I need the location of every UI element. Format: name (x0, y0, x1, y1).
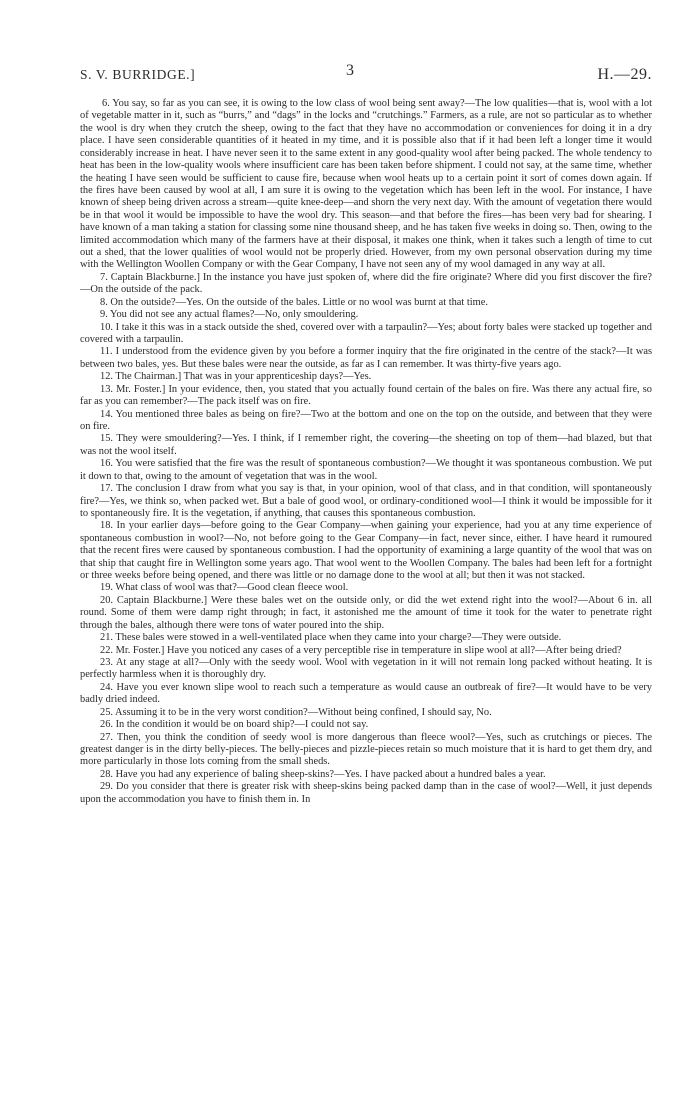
paragraph: 16. You were satisfied that the fire was the result of spontaneous combustion?—We thought it was spontaneous combustion. We put it down to that, owing to the amount of vegetation that was in the wool. (80, 458, 652, 482)
paragraph: 14. You mentioned three bales as being on fire?—Two at the bottom and one on the top on the outside, and between that they were on fire. (80, 408, 652, 432)
paragraph: 26. In the condition it would be on board ship?—I could not say. (100, 719, 369, 731)
paragraph: 21. These bales were stowed in a well-ventilated place when they came into your charge?—They were outside. (100, 632, 562, 644)
paragraph: 7. Captain Blackburne.] In the instance you have just spoken of, where did the fire originate? Where did you first discover the fire?—On the outside of the pack. (80, 271, 652, 296)
paragraph: 19. What class of wool was that?—Good clean fleece wool. (100, 582, 349, 594)
paragraph: 13. Mr. Foster.] In your evidence, then, you stated that you actually found certain of the bales on fire. Was there any actual fire, so far as you can remember?—The pack itself was on fire. (80, 383, 652, 408)
witness-name: S. V. BURRIDGE.] (80, 67, 196, 82)
paragraph: 25. Assuming it to be in the very worst condition?—Without being confined, I should say, No. (100, 706, 492, 718)
paragraph: 24. Have you ever known slipe wool to reach such a temperature as would cause an outbreak of fire?—It would have to be very badly dried indeed. (80, 681, 652, 706)
paragraph: 20. Captain Blackburne.] Were these bales wet on the outside only, or did the wet extend right into the wool?—About 6 in. all round. Some of them were damp right through; in fact, it astonished me the amount of time it took for the water to penetrate right through the bales, although there were tons of water poured into the ship. (80, 594, 652, 631)
paper-reference: H.—29. (597, 66, 652, 83)
paragraph: 27. Then, you think the condition of seedy wool is more dangerous than fleece wool?—Yes, such as crutchings or pieces. The greatest danger is in the dirty belly-pieces. The belly-pieces and pizzle-pieces retain so much moisture that it is hard to get them dry, and more particularly in those lots coming from the small sheds. (80, 731, 652, 768)
document-body (80, 98, 652, 806)
paragraph: 28. Have you had any experience of baling sheep-skins?—Yes. I have packed about a hundred bales a year. (100, 768, 546, 780)
paragraph: 10. I take it this was in a stack outside the shed, covered over with a tarpaulin?—Yes; about forty bales were stacked up together and covered with a tarpaulin. (80, 321, 652, 346)
paragraph: 6. You say, so far as you can see, it is owing to the low class of wool being sent away?—The low qualities—that is, wool with a lot of vegetable matter in it, such as “burrs,” and “dags” in the locks and “crutchings.” Farmers, as a rule, are not so particular as to whether the wool is dry when they crutch the sheep, owing to the fact that they have no accommodation or conveniences for doing it in a dry place. I have seen considerable quantities of it heated in my time, and it is possible also that if it had been left a longer time it would considerably increase in heat. I have never seen it to the same extent in any good-quality wool after being packed. The whole tendency to heat has been in the low-quality wools where insufficient care has been taken before shipment. I could not say, at the same time, whether the heating I have seen would be sufficient to cause fire, because when wool heats up to a certain point it sort of comes down again. If the fires have been caused by wool at all, I am sure it is owing to the vegetation which has been left in the wool. For instance, I have known of sheep being driven across a stream—quite knee-deep—and shorn the very next day. With the amount of vegetation there would be in that wool it would be impossible to have the wool dry. This season—and that before the fires—has been very bad for shearing. I have known of a man taking a station for classing some nine thousand sheep, and he has taken five weeks in doing so. Then, owing to the limited accommodation which many of the farmers have at their disposal, it makes one think, when it takes such a length of time to cut out a shed, that the lower qualities of wool would not be properly dried. However, from my own personal observation during my time with the Wellington Woollen Company or with the Gear Company, I have not seen any of my wool damaged in any way at all. (80, 98, 652, 271)
paragraph: 8. On the outside?—Yes. On the outside of the bales. Little or no wool was burnt at that time. (100, 296, 488, 308)
paragraph: 22. Mr. Foster.] Have you noticed any cases of a very perceptible rise in temperature in slipe wool at all?—After being dried? (100, 644, 622, 656)
paragraph: 12. The Chairman.] That was in your apprenticeship days?—Yes. (100, 371, 372, 383)
paragraph: 15. They were smouldering?—Yes. I think, if I remember right, the covering—the sheeting on top of them—had blazed, but that was not the wool itself. (80, 433, 652, 457)
paragraph: 29. Do you consider that there is greater risk with sheep-skins being packed damp than in the case of wool?—Well, it just depends upon the accommodation you have to finish them in. In (80, 781, 652, 805)
paragraph: 9. You did not see any actual flames?—No, only smouldering. (100, 309, 359, 321)
paragraph: 17. The conclusion I draw from what you say is that, in your opinion, wool of that class, and in that condition, will spontaneously fire?—Yes, we think so, when packed wet. But a bale of good wool, or ordinary-conditioned wool—I think it would be impossible for it to spontaneously fire. It is the vegetation, if anything, that causes this spontaneous combustion. (80, 483, 652, 519)
paragraph: 11. I understood from the evidence given by you before a former inquiry that the fire originated in the centre of the stack?—It was between two bales, yes. But these bales were near the outside, as far as I can remember. It was thirty-five years ago. (80, 346, 652, 370)
page-number: 3 (346, 62, 354, 79)
paragraph: 18. In your earlier days—before going to the Gear Company—when gaining your experience, had you at any time experience of spontaneous combustion in wool?—No, not before going to the Gear Company—in fact, never since, either. I have heard it rumoured that the recent fires were caused by spontaneous combustion. I had the opportunity of examining a large quantity of the wool that was on that ship that caught fire in Wellington some years ago. That wool went to the Woollen Company. The bales had been left for a fortnight or three weeks before being opened, and there was little or no damage done to the wool at all; but then it was not stacked. (80, 520, 652, 582)
paragraph: 23. At any stage at all?—Only with the seedy wool. Wool with vegetation in it will not remain long packed without heating. It is perfectly harmless when it is thoroughly dry. (80, 656, 652, 681)
